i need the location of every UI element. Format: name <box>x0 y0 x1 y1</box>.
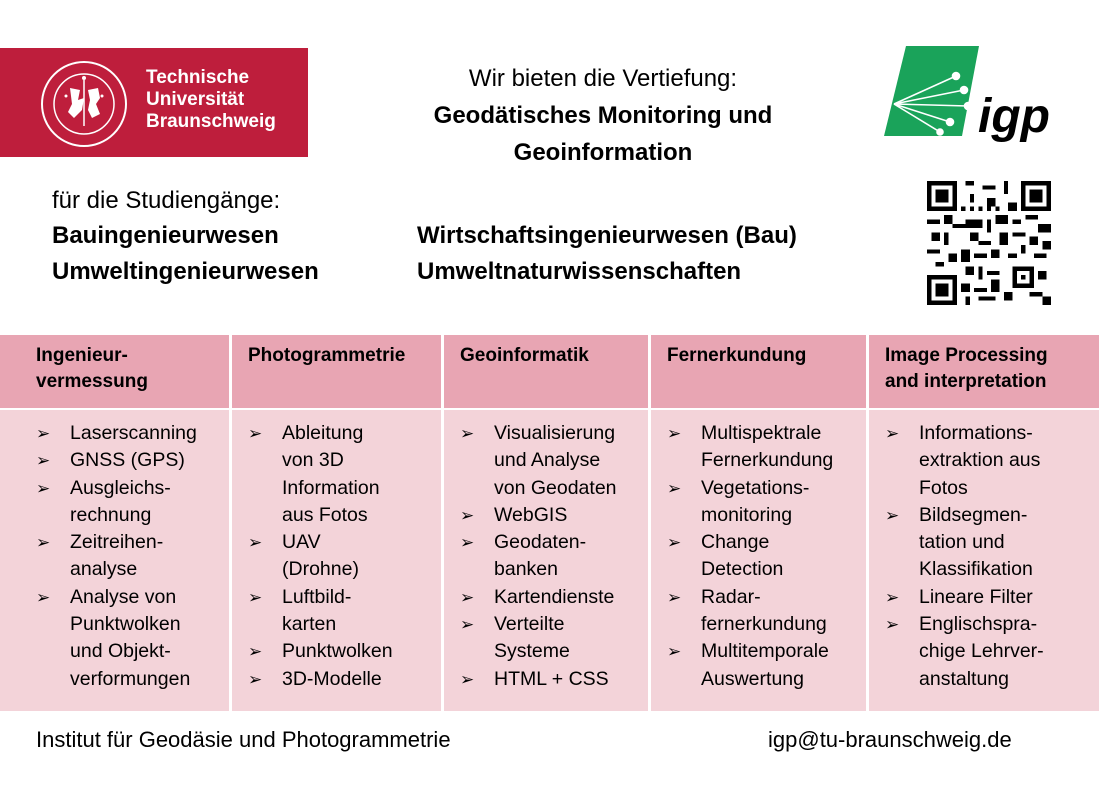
list-item <box>667 475 866 530</box>
igp-logo-text: igp <box>978 90 1050 143</box>
list-item <box>248 638 441 665</box>
list-item-text: Multitemporale Auswertung <box>701 640 829 690</box>
arrow-bullet-icon: ➢ <box>885 615 900 635</box>
arrow-bullet-icon: ➢ <box>36 533 51 553</box>
list-item-text: Laserscanning <box>70 422 197 444</box>
arrow-bullet-icon: ➢ <box>885 424 900 443</box>
footer-institute: Institut für Geodäsie und Photogrammetrie <box>36 727 451 752</box>
offer-intro: Wir bieten die Vertiefung: <box>468 65 738 92</box>
list-item-text: Multispektrale Fernerkundung <box>701 422 834 472</box>
arrow-bullet-icon: ➢ <box>36 478 51 498</box>
list-item-text: Radar- fernerkundung <box>701 585 827 636</box>
list-item-text: Analyse von Punktwolken und Objekt- verformungen <box>70 585 191 690</box>
arrow-bullet-icon: ➢ <box>36 451 51 471</box>
tu-seal-icon <box>40 60 128 148</box>
arrow-bullet-icon: ➢ <box>460 505 475 525</box>
list-item <box>460 502 648 529</box>
list-item <box>885 584 1099 611</box>
list-item-text: Change Detection <box>701 531 784 581</box>
arrow-bullet-icon: ➢ <box>667 642 682 662</box>
list-item <box>885 420 1099 502</box>
column-body <box>651 410 866 711</box>
arrow-bullet-icon: ➢ <box>36 424 51 443</box>
column-body <box>232 410 441 711</box>
list-item <box>36 420 229 447</box>
list-item-text: Lineare Filter <box>919 585 1033 608</box>
arrow-bullet-icon: ➢ <box>460 587 475 607</box>
arrow-bullet-icon: ➢ <box>248 587 263 607</box>
list-item <box>667 584 866 639</box>
list-item <box>667 420 866 475</box>
arrow-bullet-icon: ➢ <box>248 533 263 553</box>
tu-braunschweig-logo <box>0 48 308 157</box>
list-item <box>460 611 648 666</box>
arrow-bullet-icon: ➢ <box>36 587 51 607</box>
list-item <box>36 584 229 693</box>
column-header: Image Processing and interpretation <box>869 335 1099 408</box>
programs-intro: für die Studiengänge: <box>52 187 281 214</box>
list-item <box>248 584 441 639</box>
list-item-text: Punktwolken <box>282 640 393 663</box>
arrow-bullet-icon: ➢ <box>460 533 475 553</box>
arrow-bullet-icon: ➢ <box>248 424 263 443</box>
list-item-text: Ausgleichs- rechnung <box>70 476 171 526</box>
list-item <box>460 666 648 693</box>
program-item: Bauingenieurwesen <box>52 222 279 249</box>
list-item <box>248 420 441 529</box>
column-body <box>0 410 229 711</box>
igp-logo <box>884 46 1056 150</box>
program-item: Umweltingenieurwesen <box>52 258 319 285</box>
qr-code-icon <box>926 181 1052 305</box>
list-item <box>885 502 1099 584</box>
list-item <box>667 638 866 693</box>
list-item-text: WebGIS <box>494 503 568 526</box>
arrow-bullet-icon: ➢ <box>667 424 682 443</box>
list-item-text: Ableitung von 3D Information aus Fotos <box>282 422 380 526</box>
column-header: Photogrammetrie <box>232 335 441 408</box>
focus-areas-table <box>0 335 1099 711</box>
list-item-text: Verteilte Systeme <box>494 613 570 663</box>
offer-heading <box>398 62 808 171</box>
column-header: Ingenieur- vermessung <box>0 335 229 408</box>
list-item-text: Informations- extraktion aus Fotos <box>919 422 1041 499</box>
arrow-bullet-icon: ➢ <box>460 615 475 635</box>
arrow-bullet-icon: ➢ <box>885 587 900 607</box>
list-item-text: Zeitreihen- analyse <box>70 531 164 581</box>
arrow-bullet-icon: ➢ <box>460 424 475 443</box>
arrow-bullet-icon: ➢ <box>460 669 475 689</box>
list-item <box>460 529 648 584</box>
footer-email[interactable]: igp@tu-braunschweig.de <box>768 727 1012 752</box>
list-item-text: 3D-Modelle <box>282 667 382 690</box>
list-item <box>36 447 229 474</box>
list-item-text: Vegetations- monitoring <box>701 476 810 526</box>
tu-name: Technische Universität Braunschweig <box>146 67 276 132</box>
list-item-text: Bildsegmen- tation und Klassifikation <box>919 503 1033 581</box>
column-body <box>444 410 648 711</box>
list-item-text: GNSS (GPS) <box>70 449 185 472</box>
list-item-text: Kartendienste <box>494 585 615 608</box>
list-item-text: UAV (Drohne) <box>282 531 359 581</box>
offer-name-line2: Geoinformation <box>513 139 693 166</box>
column-header: Geoinformatik <box>444 335 648 408</box>
list-item <box>36 475 229 530</box>
list-item <box>248 529 441 584</box>
list-item <box>460 420 648 502</box>
offer-name <box>398 97 808 171</box>
arrow-bullet-icon: ➢ <box>667 533 682 553</box>
program-item: Umweltnaturwissenschaften <box>417 258 742 285</box>
arrow-bullet-icon: ➢ <box>248 669 263 689</box>
arrow-bullet-icon: ➢ <box>667 478 682 498</box>
list-item <box>667 529 866 584</box>
list-item-text: Visualisierung und Analyse von Geodaten <box>494 422 617 499</box>
list-item-text: Luftbild- karten <box>282 585 352 636</box>
column-body <box>869 410 1099 711</box>
arrow-bullet-icon: ➢ <box>248 642 263 662</box>
list-item-text: Englischspra- chige Lehrver- anstaltung <box>919 613 1044 690</box>
list-item <box>460 584 648 611</box>
list-item-text: HTML + CSS <box>494 667 609 690</box>
offer-name-line1: Geodätisches Monitoring und <box>433 102 773 129</box>
list-item <box>885 611 1099 693</box>
list-item <box>36 529 229 584</box>
arrow-bullet-icon: ➢ <box>667 587 682 607</box>
list-item-text: Geodaten- banken <box>494 531 587 581</box>
list-item <box>248 666 441 693</box>
column-header: Fernerkundung <box>651 335 866 408</box>
arrow-bullet-icon: ➢ <box>885 505 900 525</box>
program-item: Wirtschaftsingenieurwesen (Bau) <box>417 222 797 249</box>
